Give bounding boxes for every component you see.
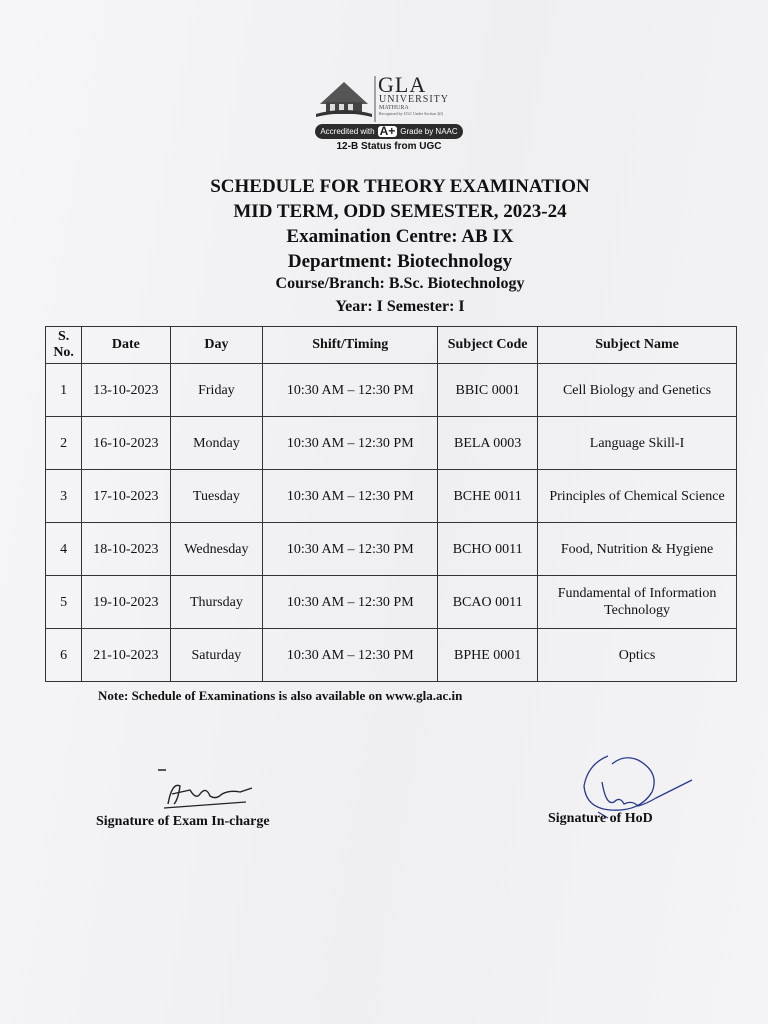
cell-day: Thursday (170, 576, 263, 629)
hod-signature-label: Signature of HoD (548, 811, 653, 826)
cell-subject-name: Cell Biology and Genetics (538, 364, 737, 417)
cell-subject-code: BCHO 0011 (438, 523, 538, 576)
cell-date: 17-10-2023 (82, 470, 170, 523)
hod-signature-drawing (568, 746, 698, 821)
cell-subject-name: Optics (538, 629, 737, 682)
cell-subject-code: BPHE 0001 (438, 629, 538, 682)
cell-subject-name: Food, Nutrition & Hygiene (538, 523, 737, 576)
cell-sno: 6 (46, 629, 82, 682)
cell-date: 21-10-2023 (82, 629, 170, 682)
logo-city: MATHURA (379, 105, 409, 111)
header-sno: S. No. (46, 327, 82, 364)
cell-date: 16-10-2023 (82, 417, 170, 470)
cell-subject-name: Principles of Chemical Science (538, 470, 737, 523)
table-row (46, 576, 737, 629)
logo-subtitle: UNIVERSITY (379, 94, 449, 105)
header-subject-code: Subject Code (438, 327, 538, 364)
cell-day: Wednesday (170, 523, 263, 576)
department: Department: Biotechnology (287, 251, 513, 272)
cell-shift: 10:30 AM – 12:30 PM (263, 417, 438, 470)
year-semester: Year: I Semester: I (335, 298, 465, 315)
ugc-status: 12-B Status from UGC (336, 141, 442, 152)
header-day: Day (170, 327, 263, 364)
table-row (46, 523, 737, 576)
cell-day: Friday (170, 364, 263, 417)
cell-subject-code: BELA 0003 (438, 417, 538, 470)
cell-subject-code: BBIC 0001 (438, 364, 538, 417)
cell-day: Tuesday (170, 470, 263, 523)
cell-subject-name: Fundamental of Information Technology (538, 576, 737, 629)
cell-sno: 2 (46, 417, 82, 470)
cell-shift: 10:30 AM – 12:30 PM (263, 576, 438, 629)
schedule-note: Note: Schedule of Examinations is also available on www.gla.ac.in (98, 688, 463, 703)
cell-shift: 10:30 AM – 12:30 PM (263, 470, 438, 523)
exam-centre: Examination Centre: AB IX (286, 226, 514, 247)
exam-schedule-table (45, 326, 737, 682)
emblem-icon (312, 74, 376, 124)
naac-grade: A+ (379, 124, 396, 138)
cell-day: Saturday (170, 629, 263, 682)
table-row (46, 629, 737, 682)
header-date: Date (82, 327, 170, 364)
schedule-title: SCHEDULE FOR THEORY EXAMINATION (210, 176, 590, 197)
cell-day: Monday (170, 417, 263, 470)
table-row (46, 470, 737, 523)
cell-sno: 5 (46, 576, 82, 629)
exam-incharge-signature-label: Signature of Exam In-charge (96, 814, 270, 829)
logo-recognition: Recognised by UGC Under Section 2(f) (379, 111, 444, 116)
logo-name: GLA (378, 72, 427, 97)
cell-sno: 4 (46, 523, 82, 576)
cell-subject-code: BCHE 0011 (438, 470, 538, 523)
cell-subject-name: Language Skill-I (538, 417, 737, 470)
naac-suffix: Grade by NAAC (400, 127, 458, 136)
term-title: MID TERM, ODD SEMESTER, 2023-24 (233, 201, 567, 222)
cell-shift: 10:30 AM – 12:30 PM (263, 364, 438, 417)
cell-date: 19-10-2023 (82, 576, 170, 629)
cell-subject-code: BCAO 0011 (438, 576, 538, 629)
table-row (46, 417, 737, 470)
cell-date: 18-10-2023 (82, 523, 170, 576)
header-subject-name: Subject Name (538, 327, 737, 364)
cell-sno: 1 (46, 364, 82, 417)
cell-sno: 3 (46, 470, 82, 523)
table-header-row (46, 327, 737, 364)
naac-prefix: Accredited with (320, 127, 375, 136)
cell-shift: 10:30 AM – 12:30 PM (263, 523, 438, 576)
header-shift: Shift/Timing (263, 327, 438, 364)
naac-badge (315, 124, 463, 139)
cell-date: 13-10-2023 (82, 364, 170, 417)
table-row (46, 364, 737, 417)
exam-incharge-signature-drawing (150, 764, 260, 814)
course-branch: Course/Branch: B.Sc. Biotechnology (275, 275, 525, 292)
cell-shift: 10:30 AM – 12:30 PM (263, 629, 438, 682)
